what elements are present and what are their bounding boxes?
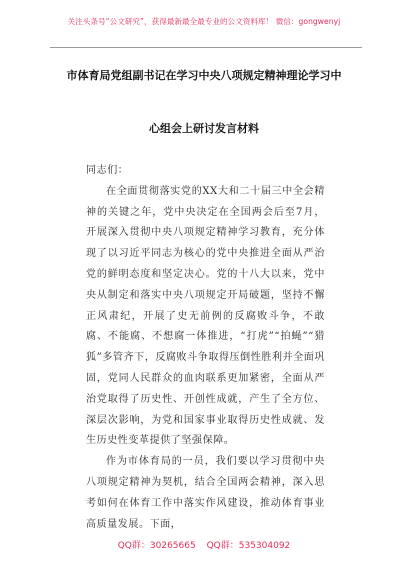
header-divider bbox=[50, 47, 362, 48]
greeting: 同志们： bbox=[86, 165, 129, 176]
document-body bbox=[86, 161, 325, 535]
document-title-line-1: 市体育局党组副书记在学习中央八项规定精神理论学习中 bbox=[66, 69, 342, 82]
document-title-line-2: 心组会上研讨发言材料 bbox=[149, 122, 259, 135]
header-promo-note: 关注头条号“公文研究”，获得最新最全最专业的公文资料库！ 微信：gongwenyj bbox=[67, 17, 341, 26]
footer-qq-group-2: QQ群：535304092 bbox=[206, 541, 291, 551]
footer-contact bbox=[0, 538, 408, 551]
body-paragraph-2: 作为市体育局的一员，我们要以学习贯彻中央八项规定精神为契机，结合全国两会精神，深入思考如何在体育工作中落实作风建设，推动体育事业高质量发展。下面， bbox=[86, 456, 325, 530]
body-paragraph-1: 在全面贯彻落实党的XX大和二十届三中全会精神的关键之年，党中央决定在全国两会后至7月，开展深入贯彻中央八项规定精神学习教育，充分体现了以习近平同志为核心的党中央推进全面从严治党的鲜明态度和坚定决心。党的十八大以来，党中央从制定和落实中央八项规定开局破题，坚持不懈正风肃纪，开展了史无前例的反腐败斗争，不敢腐、不能腐、不想腐一体推进，“打虎”“拍蝇”“猎狐”多管齐下，反腐败斗争取得压倒性胜利并全面巩固，党同人民群众的血肉联系更加紧密，全面从严治党取得了历史性、开创性成就，产生了全方位、深层次影响，为党和国家事业取得历史性成就、发生历史性变革提供了坚强保障。 bbox=[86, 185, 325, 447]
footer-qq-group-1: QQ群：30265665 bbox=[117, 541, 196, 551]
